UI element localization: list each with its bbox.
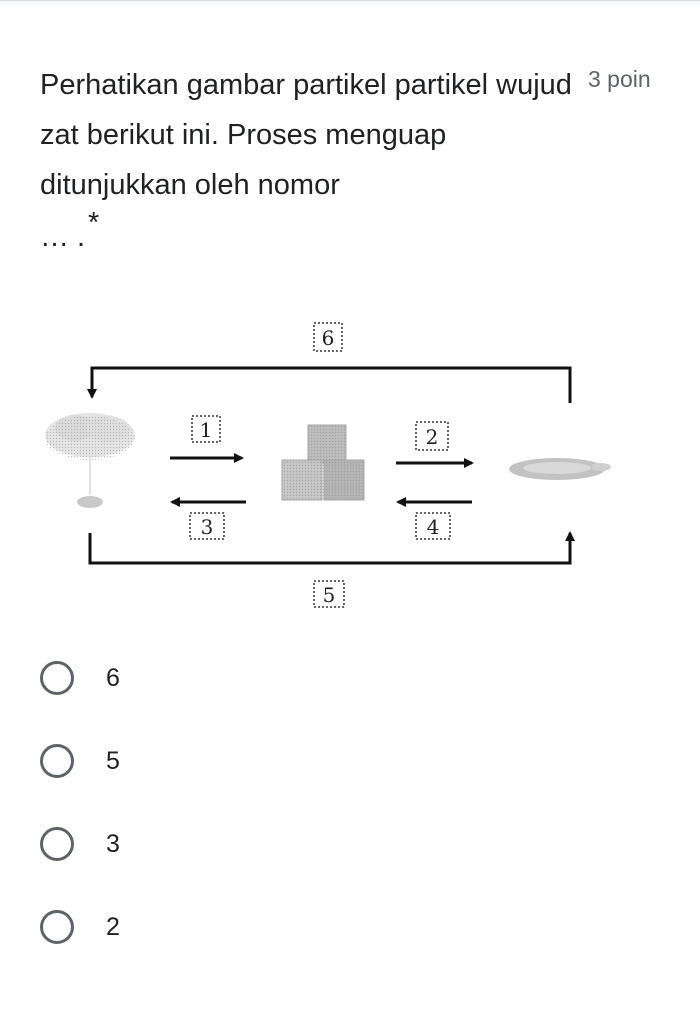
option-label: 3 <box>106 829 120 858</box>
arrow-5 <box>90 533 570 563</box>
required-asterisk: * <box>88 207 100 239</box>
gas-cloud-icon <box>45 413 135 508</box>
label-6: 6 <box>321 326 335 350</box>
option-2[interactable] <box>40 905 340 949</box>
option-6[interactable] <box>40 656 340 700</box>
card-top-border <box>0 0 700 7</box>
liquid-puddle-icon <box>509 458 611 480</box>
arrow-6 <box>92 368 570 403</box>
diagram-svg <box>40 305 640 625</box>
radio-button[interactable] <box>40 910 74 944</box>
label-3: 3 <box>200 515 214 539</box>
option-label: 5 <box>106 746 120 775</box>
label-1: 1 <box>199 418 213 442</box>
option-5[interactable] <box>40 739 340 783</box>
question-title: Perhatikan gambar partikel partikel wujud zat berikut ini. Proses menguap ditunjukkan oleh nomor <box>40 69 572 201</box>
question-ellipsis: … . <box>40 221 86 253</box>
radio-button[interactable] <box>40 827 74 861</box>
states-of-matter-diagram <box>40 305 640 625</box>
option-label: 2 <box>106 912 120 941</box>
label-5: 5 <box>322 583 336 607</box>
option-3[interactable] <box>40 822 340 866</box>
option-label: 6 <box>106 663 120 692</box>
radio-button[interactable] <box>40 744 74 778</box>
label-2: 2 <box>425 425 439 449</box>
label-4: 4 <box>426 515 440 539</box>
radio-button[interactable] <box>40 661 74 695</box>
solid-cube-icon <box>282 425 364 500</box>
question-points: 3 poin <box>588 66 651 92</box>
